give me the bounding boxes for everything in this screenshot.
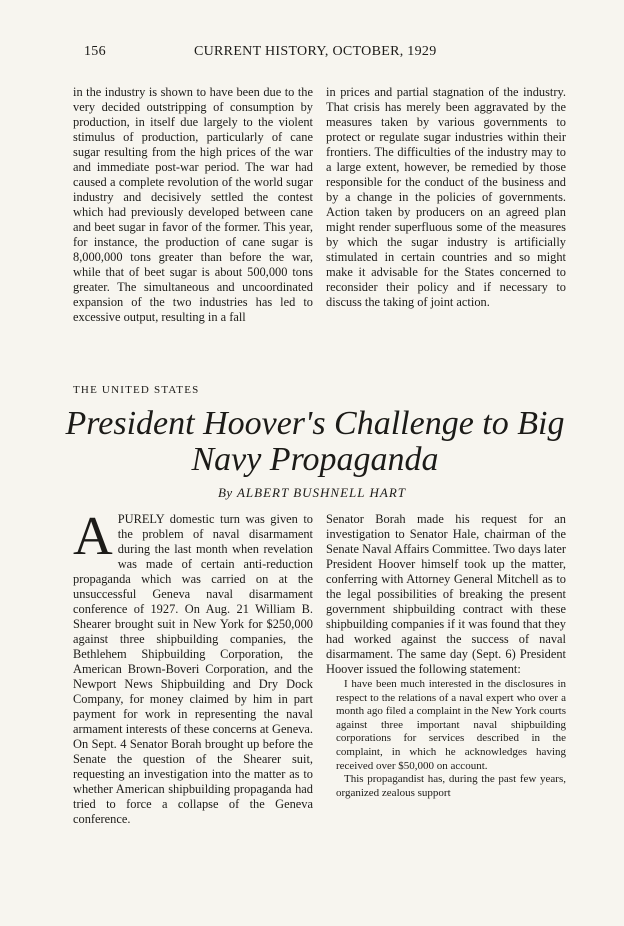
journal-title: CURRENT HISTORY, OCTOBER, 1929	[194, 44, 437, 59]
article-opening-text: PURELY domestic turn was given to the problem of naval disarmament during the last month when revelation was made of certain anti-reduction propaganda which was carried on at the unsuccessful Geneva naval disarmament conference of 1927. On Aug. 21 William B. Shearer brought suit in New York for $250,000 against three shipbuilding companies, the Bethlehem Shipbuilding Corporation, the American Brown-Boveri Corporation, and the Newport News Shipbuilding and Dry Dock Company, for money claimed by him in part payment for work in representing the naval armament interests of these concerns at Geneva. On Sept. 4 Senator Borah brought up before the Senate the question of the Shearer suit, requesting an investigation into the matter as to whether American shipbuilding propaganda had tried to force a collapse of the Geneva conference.	[73, 512, 313, 826]
article-title-line-1: President Hoover's Challenge to Big	[65, 405, 565, 442]
article-right-column	[326, 512, 566, 800]
running-head	[74, 44, 554, 64]
article-opening-paragraph	[73, 505, 313, 827]
paragraph: in prices and partial stagnation of the industry. That crisis has merely been aggravated by the measures taken by various governments to protect or regulate sugar industries within their frontiers. The difficulties of the industry may to a large extent, however, be remedied by those responsible for the conduct of the business and by a change in the policies of governments. Action taken by producers on an agreed plan might render superfluous some of the measures by which the sugar industry is artificially stimulated in certain countries and so might make it advisable for the States concerned to reconsider their policy and if necessary to discuss the taking of joint action.	[326, 85, 566, 309]
continued-text-left-column	[73, 85, 313, 325]
article-left-column	[73, 505, 313, 827]
drop-cap: A	[73, 505, 113, 566]
article-title	[60, 406, 570, 478]
continued-text-right-column	[326, 85, 566, 310]
byline	[0, 485, 624, 501]
section-label: THE UNITED STATES	[73, 384, 200, 396]
paragraph: Senator Borah made his request for an investigation to Senator Hale, chairman of the Senate Naval Affairs Committee. Two days later President Hoover himself took up the matter, conferring with Attorney General Mitchell as to the legal possibilities of breaking the present government shipbuilding contract with these shipbuilding companies if it was found that they had worked against the success of naval disarmament. The same day (Sept. 6) President Hoover issued the following statement:	[326, 512, 566, 676]
block-quote: I have been much interested in the disclosures in respect to the relations of a naval expert who over a month ago filed a complaint in the New York courts against three important naval shipbuilding corporations for services described in the complaint, in which he acknowledges having received over $50,000 on account.	[336, 678, 566, 772]
paragraph: in the industry is shown to have been due to the very decided outstripping of consumption by production, in itself due largely to the violent stimulus of production, particularly of cane sugar resulting from the high prices of the war and immediate post-war period. The war had caused a complete revolution of the world sugar industry and decisively settled the contest which had previously developed between cane and beet sugar in favor of the former. This year, for instance, the production of cane sugar is 8,000,000 tons greater than before the war, while that of beet sugar is about 500,000 tons greater. The simultaneous and uncoordinated expansion of the two industries has led to excessive output, resulting in a fall	[73, 85, 313, 324]
author-name: ALBERT BUSHNELL HART	[236, 485, 406, 500]
article-title-line-2: Navy Propaganda	[191, 441, 439, 478]
block-quote: This propagandist has, during the past few years, organized zealous support	[336, 773, 566, 799]
byline-prefix: By	[217, 485, 233, 500]
page-number: 156	[84, 44, 106, 59]
